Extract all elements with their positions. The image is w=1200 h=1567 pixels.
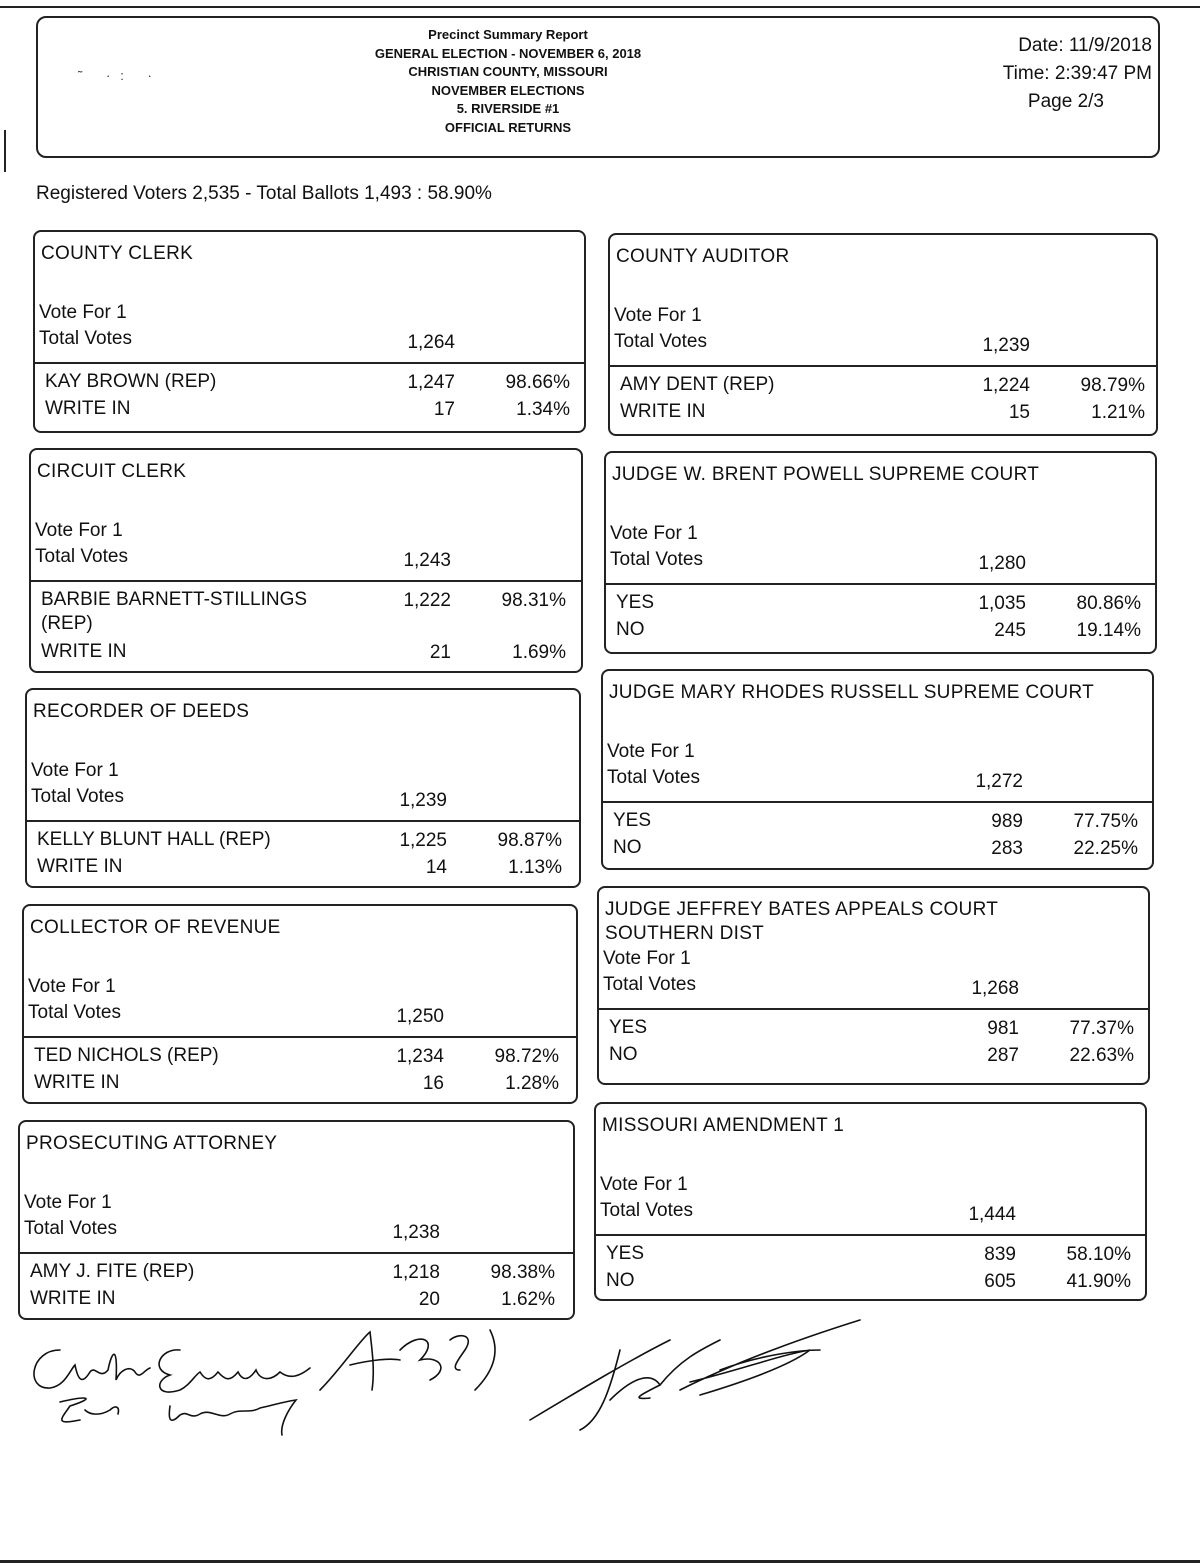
candidate-name: WRITE IN (41, 641, 127, 662)
contest-title: COUNTY AUDITOR (616, 246, 790, 267)
total-votes-label: Total Votes (614, 331, 707, 352)
candidate-percent: 1.34% (516, 399, 570, 420)
contest-divider (35, 362, 584, 364)
candidate-votes: 605 (984, 1271, 1016, 1292)
report-title-block (338, 26, 678, 137)
candidate-name: TED NICHOLS (REP) (34, 1045, 219, 1066)
contest-title: COLLECTOR OF REVENUE (30, 917, 281, 938)
report-date: Date: 11/9/2018 (1018, 35, 1152, 56)
candidate-votes: 21 (429, 642, 451, 663)
candidate-name: NO (613, 837, 642, 858)
candidate-votes: 20 (418, 1289, 440, 1310)
contest-divider (27, 820, 579, 822)
candidate-percent: 98.38% (490, 1262, 555, 1283)
candidate-votes: 15 (1008, 402, 1030, 423)
candidate-name: KELLY BLUNT HALL (REP) (37, 829, 271, 850)
candidate-percent: 98.31% (501, 590, 566, 611)
registered-voters-summary: Registered Voters 2,535 - Total Ballots 1,493 : 58.90% (36, 183, 492, 204)
returns-status: OFFICIAL RETURNS (444, 119, 572, 135)
county-name: CHRISTIAN COUNTY, MISSOURI (408, 64, 608, 79)
signatures (20, 1310, 920, 1450)
total-votes-value: 1,238 (392, 1222, 440, 1243)
contest-title: MISSOURI AMENDMENT 1 (602, 1115, 845, 1136)
report-title: Precinct Summary Report (428, 27, 588, 42)
total-votes-label: Total Votes (31, 786, 124, 807)
candidate-name: YES (609, 1017, 648, 1038)
candidate-percent: 98.87% (497, 830, 562, 851)
contest-box (29, 448, 583, 673)
total-votes-label: Total Votes (24, 1218, 117, 1239)
total-votes-value: 1,444 (968, 1204, 1016, 1225)
candidate-name: BARBIE BARNETT-STILLINGS (REP) (41, 589, 308, 634)
candidate-votes: 16 (422, 1073, 444, 1094)
candidate-votes: 1,225 (399, 830, 447, 851)
vote-for-label: Vote For 1 (24, 1192, 112, 1213)
candidate-votes: 839 (984, 1244, 1016, 1265)
candidate-percent: 22.63% (1069, 1045, 1134, 1066)
contest-box (18, 1120, 575, 1320)
contest-box (597, 886, 1150, 1085)
candidate-percent: 98.66% (505, 372, 570, 393)
contest-title: RECORDER OF DEEDS (33, 701, 250, 722)
scan-specks: ˜ ·: · (78, 68, 162, 83)
candidate-name: YES (613, 810, 652, 831)
candidate-votes: 283 (991, 838, 1023, 859)
candidate-percent: 77.37% (1069, 1018, 1134, 1039)
contest-title: JUDGE JEFFREY BATES APPEALS COURT SOUTHERN DIST (605, 899, 998, 944)
vote-for-label: Vote For 1 (28, 976, 116, 997)
contest-box (33, 230, 586, 433)
vote-for-label: Vote For 1 (39, 302, 127, 323)
scan-mark (4, 130, 6, 172)
candidate-name: NO (606, 1270, 635, 1291)
report-header (36, 16, 1160, 158)
vote-for-label: Vote For 1 (600, 1174, 688, 1195)
candidate-percent: 1.21% (1091, 402, 1145, 423)
total-votes-label: Total Votes (603, 974, 696, 995)
election-subtitle: NOVEMBER ELECTIONS (431, 82, 585, 98)
candidate-name: AMY DENT (REP) (620, 374, 775, 395)
candidate-percent: 58.10% (1066, 1244, 1131, 1265)
vote-for-label: Vote For 1 (603, 948, 691, 969)
candidate-percent: 80.86% (1076, 593, 1141, 614)
candidate-percent: 98.79% (1080, 375, 1145, 396)
candidate-name: WRITE IN (30, 1288, 116, 1309)
candidate-votes: 245 (994, 620, 1026, 641)
candidate-percent: 77.75% (1073, 811, 1138, 832)
contest-title: JUDGE W. BRENT POWELL SUPREME COURT (612, 464, 1040, 485)
candidate-name: KAY BROWN (REP) (45, 371, 217, 392)
contest-title: CIRCUIT CLERK (37, 461, 187, 482)
contest-box (604, 451, 1157, 654)
contest-title: PROSECUTING ATTORNEY (26, 1133, 278, 1154)
candidate-percent: 19.14% (1076, 620, 1141, 641)
election-name: GENERAL ELECTION - NOVEMBER 6, 2018 (374, 45, 642, 61)
candidate-percent: 41.90% (1066, 1271, 1131, 1292)
candidate-votes: 1,222 (403, 590, 451, 611)
candidate-name: YES (616, 592, 655, 613)
candidate-votes: 17 (433, 399, 455, 420)
vote-for-label: Vote For 1 (31, 760, 119, 781)
candidate-percent: 1.62% (501, 1289, 555, 1310)
total-votes-value: 1,239 (982, 335, 1030, 356)
candidate-percent: 98.72% (494, 1046, 559, 1067)
vote-for-label: Vote For 1 (610, 523, 698, 544)
candidate-votes: 989 (991, 811, 1023, 832)
candidate-name: AMY J. FITE (REP) (30, 1261, 195, 1282)
total-votes-value: 1,243 (403, 550, 451, 571)
contest-title: JUDGE MARY RHODES RUSSELL SUPREME COURT (609, 682, 1095, 703)
candidate-votes: 287 (987, 1045, 1019, 1066)
candidate-votes: 14 (425, 857, 447, 878)
total-votes-label: Total Votes (600, 1200, 693, 1221)
candidate-name: WRITE IN (37, 856, 123, 877)
contest-divider (20, 1252, 573, 1254)
candidate-name: YES (606, 1243, 645, 1264)
contest-divider (596, 1234, 1145, 1236)
total-votes-label: Total Votes (610, 549, 703, 570)
vote-for-label: Vote For 1 (614, 305, 702, 326)
total-votes-value: 1,250 (396, 1006, 444, 1027)
total-votes-value: 1,272 (975, 771, 1023, 792)
contest-box (25, 688, 581, 888)
total-votes-label: Total Votes (35, 546, 128, 567)
candidate-percent: 1.13% (508, 857, 562, 878)
vote-for-label: Vote For 1 (35, 520, 123, 541)
total-votes-value: 1,239 (399, 790, 447, 811)
candidate-name: WRITE IN (34, 1072, 120, 1093)
candidate-votes: 1,224 (982, 375, 1030, 396)
candidate-name: NO (609, 1044, 638, 1065)
precinct-name: 5. RIVERSIDE #1 (456, 101, 560, 116)
contest-divider (610, 365, 1156, 367)
bottom-rule (0, 1560, 1200, 1563)
candidate-votes: 1,218 (392, 1262, 440, 1283)
contest-box (594, 1102, 1147, 1301)
contest-divider (606, 583, 1155, 585)
page-number: Page 2/3 (1027, 91, 1104, 112)
total-votes-value: 1,280 (978, 553, 1026, 574)
candidate-name: WRITE IN (45, 398, 131, 419)
contest-box (22, 904, 578, 1104)
report-time: Time: 2:39:47 PM (1002, 63, 1152, 84)
total-votes-label: Total Votes (39, 328, 132, 349)
candidate-percent: 1.69% (512, 642, 566, 663)
contest-divider (24, 1036, 576, 1038)
total-votes-label: Total Votes (607, 767, 700, 788)
contest-divider (31, 580, 581, 582)
contest-box (601, 669, 1154, 870)
contest-divider (599, 1008, 1148, 1010)
contest-box (608, 233, 1158, 436)
candidate-votes: 1,247 (407, 372, 455, 393)
contest-divider (603, 801, 1152, 803)
candidate-percent: 1.28% (505, 1073, 559, 1094)
candidate-name: WRITE IN (620, 401, 706, 422)
top-rule (0, 6, 1200, 8)
contest-title: COUNTY CLERK (41, 243, 194, 264)
vote-for-label: Vote For 1 (607, 741, 695, 762)
total-votes-label: Total Votes (28, 1002, 121, 1023)
candidate-percent: 22.25% (1073, 838, 1138, 859)
candidate-name: NO (616, 619, 645, 640)
total-votes-value: 1,268 (971, 978, 1019, 999)
candidate-votes: 1,035 (978, 593, 1026, 614)
total-votes-value: 1,264 (407, 332, 455, 353)
candidate-votes: 1,234 (396, 1046, 444, 1067)
candidate-votes: 981 (987, 1018, 1019, 1039)
report-meta (932, 32, 1152, 116)
